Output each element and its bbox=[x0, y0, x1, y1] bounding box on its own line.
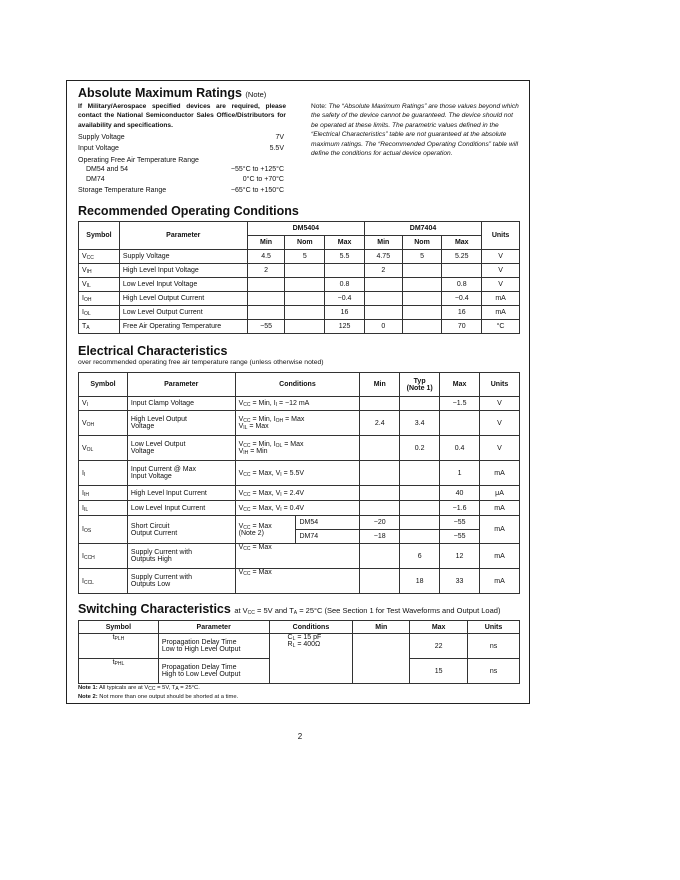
supply-voltage-label: Supply Voltage bbox=[78, 134, 125, 141]
dm74-label: DM74 bbox=[86, 176, 105, 183]
roc-row: $V_{CC}$ Supply Voltage 4.5 5 5.5 4.75 5 5.25 V bbox=[79, 250, 520, 264]
input-voltage-label: Input Voltage bbox=[78, 145, 119, 152]
dm54-label: DM54 and 54 bbox=[86, 166, 129, 173]
roc-row: $V_{IH}$ High Level Input Voltage 2 2 V bbox=[79, 264, 520, 278]
sc-row-tplh: $t_{PLH}$ Propagation Delay Time Low to High Level Output $C_L = 15$ pF $R_L = 400\Omega$ 22 ns bbox=[79, 634, 520, 659]
sc-h-max: Max bbox=[410, 621, 468, 634]
ec-row-vol: $V_{OL}$ Low Level Output Voltage $V_{CC}$ = Min, $I_{OL}$ = Max $V_{IH}$ = Min 0.2 0.4 V bbox=[79, 436, 520, 461]
sc-h-min: Min bbox=[353, 621, 410, 634]
storage-value: −65°C to +150°C bbox=[230, 187, 284, 194]
footnote-2: Note 2: Not more than one output should be shorted at a time. bbox=[78, 694, 239, 700]
storage-label: Storage Temperature Range bbox=[78, 187, 167, 194]
roc-row: $I_{OL}$ Low Level Output Current 16 16 mA bbox=[79, 306, 520, 320]
ec-h-min: Min bbox=[360, 373, 400, 397]
amr-title: Absolute Maximum Ratings (Note) bbox=[78, 86, 267, 100]
ec-h-typ: Typ (Note 1) bbox=[400, 373, 440, 397]
sc-title: Switching Characteristics at $V_{CC} = 5V$ and $T_A = 25^\circ C$ (See Section 1 for Test Waveforms and Output Load) bbox=[78, 602, 501, 616]
roc-h-param: Parameter bbox=[119, 222, 247, 250]
page-number: 2 bbox=[297, 732, 303, 741]
roc-h-max: Max bbox=[442, 236, 482, 250]
dm54-value: −55°C to +125°C bbox=[230, 166, 284, 173]
ec-subtitle: over recommended operating free air temperature range (unless otherwise noted) bbox=[78, 359, 324, 366]
roc-h-dm5404: DM5404 bbox=[247, 222, 364, 236]
roc-title: Recommended Operating Conditions bbox=[78, 204, 299, 218]
roc-row: $V_{IL}$ Low Level Input Voltage 0.8 0.8 V bbox=[79, 278, 520, 292]
roc-table bbox=[78, 221, 520, 334]
ec-row-ii: $I_I$ Input Current @ Max Input Voltage $V_{CC}$ = Max, $V_I = 5.5V$ 1 mA bbox=[79, 461, 520, 486]
roc-h-min: Min bbox=[247, 236, 285, 250]
dm74-value: 0°C to +70°C bbox=[242, 176, 284, 183]
ec-row-vi: $V_I$ Input Clamp Voltage $V_{CC}$ = Min, $I_I = -12$ mA −1.5 V bbox=[79, 397, 520, 411]
ec-title: Electrical Characteristics bbox=[78, 344, 228, 358]
ec-h-cond: Conditions bbox=[235, 373, 360, 397]
roc-h-nom: Nom bbox=[285, 236, 325, 250]
amr-warning: If Military/Aerospace specified devices are required, please contact the National Semiconductor Sales Office/Distributors for availability and specifications. bbox=[78, 103, 286, 129]
roc-h-max: Max bbox=[325, 236, 365, 250]
footnote-1: Note 1: All typicals are at $V_{CC} = 5V$, $T_A = 25^\circ C$. bbox=[78, 685, 200, 692]
sc-row-tphl: $t_{PHL}$ Propagation Delay Time High to Low Level Output 15 ns bbox=[79, 659, 520, 684]
roc-row: $I_{OH}$ High Level Output Current −0.4 −0.4 mA bbox=[79, 292, 520, 306]
roc-h-dm7404: DM7404 bbox=[364, 222, 481, 236]
ec-table: Symbol Parameter Conditions Min Typ (Note 1) Max Units $V_I$ Input Clamp Voltage $V_{CC}$ = Min, $I_I = -12$ mA −1.5 V $V_{OH}$ High Level Output Voltage $V_{CC}$ = Min, $I_{OH}$ = Max $V_{IL}$ = Max 2.4 3.4 V $V_{OL}$ Low Level Output Voltage $V_{CC}$ = Min, $I_{OL}$ = Max $V_{IH}$ = Min 0.2 0.4 V $I_I$ Input Current @ Max Input Voltage $V_{CC}$ = Max, $V_I = 5.5V$ 1 mA $I_{IH}$ High Level Input Current $V_{CC}$ = Max, $V_I = 2.4V$ 40 μA $I_{IL}$ Low Level Input Current $V_{CC}$ = Max, $V_I = 0.4V$ −1.6 mA $I_{OS}$ Short Circuit Output Current $V_{CC}$ = Max (Note 2) DM54 −20 −55 mA DM74 −18 −55 $I_{CCH}$ Supply Current with Outputs High $V_{CC}$ = Max 6 12 mA $I_{CCL}$ Supply Current with Outputs Low $V_{CC}$ = Max 18 33 mA bbox=[78, 372, 520, 594]
amr-note: Note: The “Absolute Maximum Ratings” are those values beyond which the safety of the device cannot be guaranteed. The device should not be operated at these limits. The parametric values defined in the “Electrical Characteristics” table are not guaranteed at the absolute maximum ratings. The “Recommended Operating Conditions” table will define the conditions for actual device operation. bbox=[311, 103, 519, 158]
roc-row: $T_A$ Free Air Operating Temperature −55 125 0 70 °C bbox=[79, 320, 520, 334]
supply-voltage-value: 7V bbox=[275, 134, 284, 141]
sc-h-param: Parameter bbox=[158, 621, 269, 634]
roc-h-symbol: Symbol bbox=[79, 222, 120, 250]
ec-h-units: Units bbox=[480, 373, 520, 397]
ec-row-icch: $I_{CCH}$ Supply Current with Outputs High $V_{CC}$ = Max 6 12 mA bbox=[79, 544, 520, 569]
ec-h-param: Parameter bbox=[127, 373, 235, 397]
ec-h-symbol: Symbol bbox=[79, 373, 128, 397]
sc-h-units: Units bbox=[468, 621, 520, 634]
ec-row-iih: $I_{IH}$ High Level Input Current $V_{CC}$ = Max, $V_I = 2.4V$ 40 μA bbox=[79, 486, 520, 501]
temp-range-label: Operating Free Air Temperature Range bbox=[78, 157, 199, 164]
ec-row-voh: $V_{OH}$ High Level Output Voltage $V_{CC}$ = Min, $I_{OH}$ = Max $V_{IL}$ = Max 2.4 3.4 V bbox=[79, 411, 520, 436]
ec-row-ios: $I_{OS}$ Short Circuit Output Current $V_{CC}$ = Max (Note 2) DM54 −20 −55 mA bbox=[79, 516, 520, 530]
sc-h-cond: Conditions bbox=[269, 621, 353, 634]
sc-table bbox=[78, 620, 520, 684]
sc-h-symbol: Symbol bbox=[79, 621, 159, 634]
ec-h-max: Max bbox=[440, 373, 480, 397]
roc-h-nom: Nom bbox=[402, 236, 442, 250]
input-voltage-value: 5.5V bbox=[269, 145, 284, 152]
roc-h-min: Min bbox=[364, 236, 402, 250]
roc-h-units: Units bbox=[482, 222, 520, 250]
ec-row-iccl: $I_{CCL}$ Supply Current with Outputs Low $V_{CC}$ = Max 18 33 mA bbox=[79, 569, 520, 594]
ec-row-iil: $I_{IL}$ Low Level Input Current $V_{CC}$ = Max, $V_I = 0.4V$ −1.6 mA bbox=[79, 501, 520, 516]
